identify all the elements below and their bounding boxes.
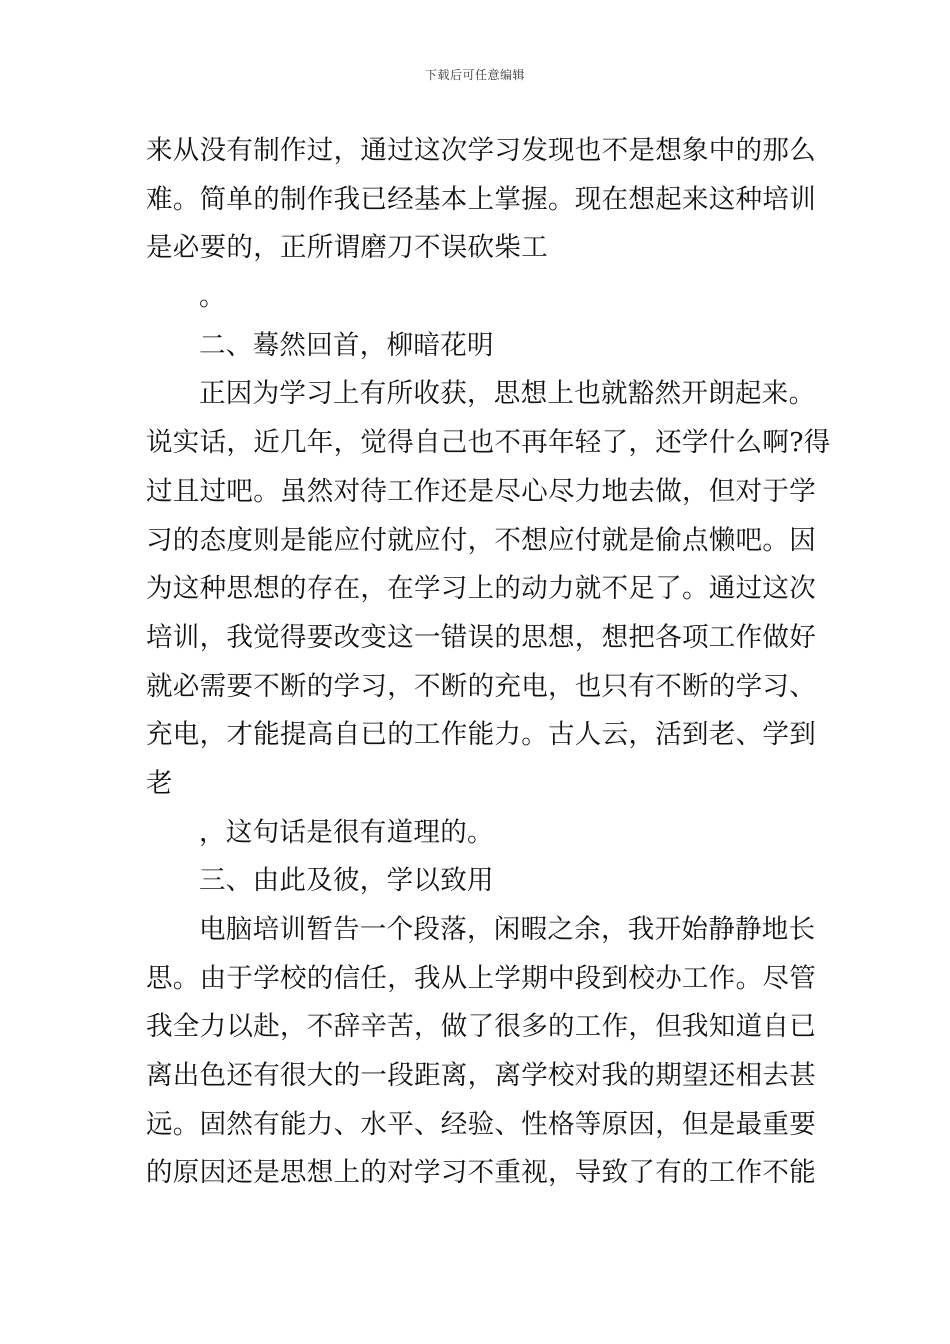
text-line: 远。固然有能力、水平、经验、性格等原因，但是最重要 bbox=[146, 1108, 816, 1140]
text-line: 为这种思想的存在，在学习上的动力就不足了。通过这次 bbox=[146, 573, 816, 605]
text-line: 我全力以赴，不辞辛苦，做了很多的工作，但我知道自已 bbox=[146, 1011, 816, 1043]
text-line: ，这句话是很有道理的。 bbox=[199, 816, 494, 848]
text-line: 是必要的，正所谓磨刀不误砍柴工 bbox=[146, 232, 548, 264]
document-body bbox=[146, 127, 831, 1198]
page-header: 下载后可任意编辑 bbox=[424, 68, 525, 82]
text-line: 说实话，近几年，觉得自己也不再年轻了，还学什么啊?得 bbox=[146, 427, 831, 459]
text-line: 正因为学习上有所收获，思想上也就豁然开朗起来。 bbox=[199, 378, 816, 410]
text-line: 离出色还有很大的一段距离，离学校对我的期望还相去甚 bbox=[146, 1060, 816, 1092]
text-line: 思。由于学校的信任，我从上学期中段到校办工作。尽管 bbox=[146, 962, 816, 994]
text-line: 就必需要不断的学习，不断的充电，也只有不断的学习、 bbox=[146, 670, 816, 702]
text-line: 的原因还是思想上的对学习不重视，导致了有的工作不能 bbox=[146, 1157, 816, 1189]
section-heading-3: 三、由此及彼，学以致用 bbox=[199, 865, 494, 897]
text-line: 过且过吧。虽然对待工作还是尽心尽力地去做，但对于学 bbox=[146, 475, 816, 507]
text-line: 难。简单的制作我已经基本上掌握。现在想起来这种培训 bbox=[146, 183, 816, 215]
text-line: 充电，才能提高自已的工作能力。古人云，活到老、学到 bbox=[146, 719, 816, 751]
text-line: 电脑培训暂告一个段落，闲暇之余，我开始静静地长 bbox=[199, 914, 816, 945]
text-line: 习的态度则是能应付就应付，不想应付就是偷点懒吧。因 bbox=[146, 524, 816, 556]
text-line: 。 bbox=[199, 281, 226, 313]
text-line: 来从没有制作过，通过这次学习发现也不是想象中的那么 bbox=[146, 135, 816, 166]
text-line: 培训，我觉得要改变这一错误的思想，想把各项工作做好 bbox=[146, 621, 816, 653]
section-heading-2: 二、蓦然回首，柳暗花明 bbox=[199, 329, 494, 361]
text-line: 老 bbox=[146, 767, 173, 799]
